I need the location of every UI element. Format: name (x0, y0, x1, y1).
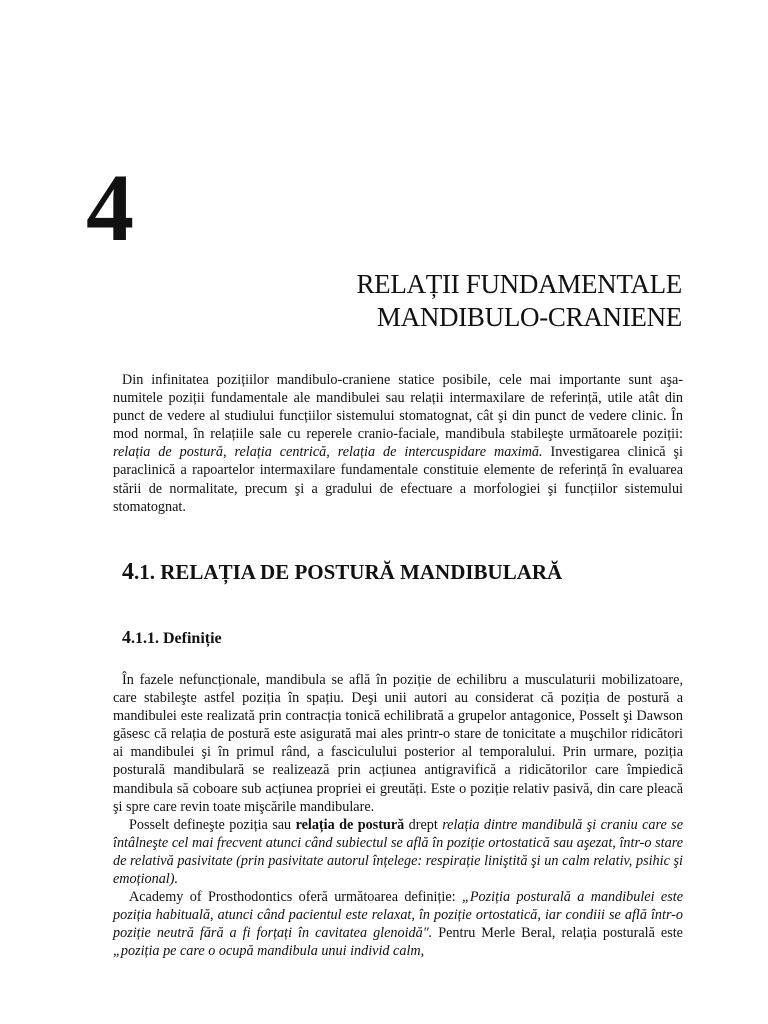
chapter-title-line-1: RELAȚII FUNDAMENTALE (356, 269, 682, 299)
chapter-title-line-2: MANDIBULO-CRANIENE (376, 302, 682, 332)
paragraph-2-text-a: Posselt defineşte poziția sau (129, 816, 296, 833)
subsection-heading (122, 627, 222, 648)
paragraph-3-text-a: Academy of Prosthodontics oferă următoarea definiție: (129, 889, 462, 906)
definition-body (113, 671, 683, 961)
section-heading (122, 559, 562, 586)
intro-paragraph (113, 371, 683, 516)
paragraph-2 (113, 816, 683, 888)
intro-positions-italic: relația de postură, relația centrică, relația de intercuspidare maximă. (113, 444, 543, 461)
intro-text-1: Din infinitatea pozițiilor mandibulo-craniene statice posibile, cele mai importante sunt aşa-numitele poziții fundamentale ale mandibulei sau relații intermaxilare de referință, utile atât din punct de vedere al studiului funcțiilor sistemului stomatognat, cât şi din punct de vedere clinic. În mod normal, în relațiile sale cu reperele cranio-faciale, mandibula stabileşte următoarele poziții: (113, 372, 683, 443)
paragraph-2-italic-definition: relația dintre mandibulă şi craniu care se întâlneşte cel mai frecvent atunci când subiectul se află în poziție ortostatică sau aşezat, într-o stare de relativă pasivitate (prin pasivitate autorul înțelege: respirație liniştită şi un calm relativ, psihic şi emoțional). (113, 816, 683, 888)
paragraph-1: În fazele nefuncționale, mandibula se află în poziție de echilibru a musculaturii mobilizatoare, care stabileşte astfel poziția în spațiu. Deşi unii autori au considerat că poziția de postură a mandibulei este realizată prin contracția tonică echilibrată a grupelor antagonice, Posselt şi Dawson găsesc că relația de postură este asigurată mai ales printr-o stare de tonicitate a muşchilor ridicători ai mandibulei şi în primul rând, a fasciculului posterior al temporalului. Prin urmare, poziția posturală mandibulară se realizează prin acțiunea antigravifică a ridicătorilor care împiedică mandibula să coboare sub acțiunea propriei ei greutăți. Este o poziție relativ pasivă, din care pleacă şi spre care revin toate mişcările mandibulare. (113, 672, 683, 815)
intro-text-2: Investigarea clinică şi paraclinică a rapoartelor intermaxilare fundamentale constituie elemente de referință în evaluarea stării de normalitate, precum şi a gradului de efectuare a morfologiei şi funcțiilor sistemului stomatognat. (113, 444, 683, 515)
section-number-major: 4 (122, 559, 134, 585)
paragraph-3 (113, 888, 683, 960)
chapter-title (356, 268, 682, 334)
section-heading-text: .1. RELAȚIA DE POSTURĂ MANDIBULARĂ (134, 560, 563, 584)
paragraph-3-text-b: Pentru Merle Beral, relația posturală este (432, 925, 683, 942)
chapter-number: 4 (86, 154, 134, 261)
paragraph-3-italic-quote-2: „poziția pe care o ocupă mandibula unui individ calm, (113, 943, 425, 960)
paragraph-3-italic-quote: „Poziția posturală a mandibulei este poziția habituală, atunci când pacientul este relaxat, în poziție ortostatică, iar condiii se află într-o poziție neutră fără a fi forțați în cavitatea glenoidă". (113, 889, 683, 942)
subsection-heading-text: .1.1. Definiție (131, 630, 222, 647)
paragraph-2-bold-term: relația de postură (295, 816, 405, 833)
subsection-number-major: 4 (122, 627, 131, 647)
paragraph-2-text-b: drept (404, 816, 443, 833)
